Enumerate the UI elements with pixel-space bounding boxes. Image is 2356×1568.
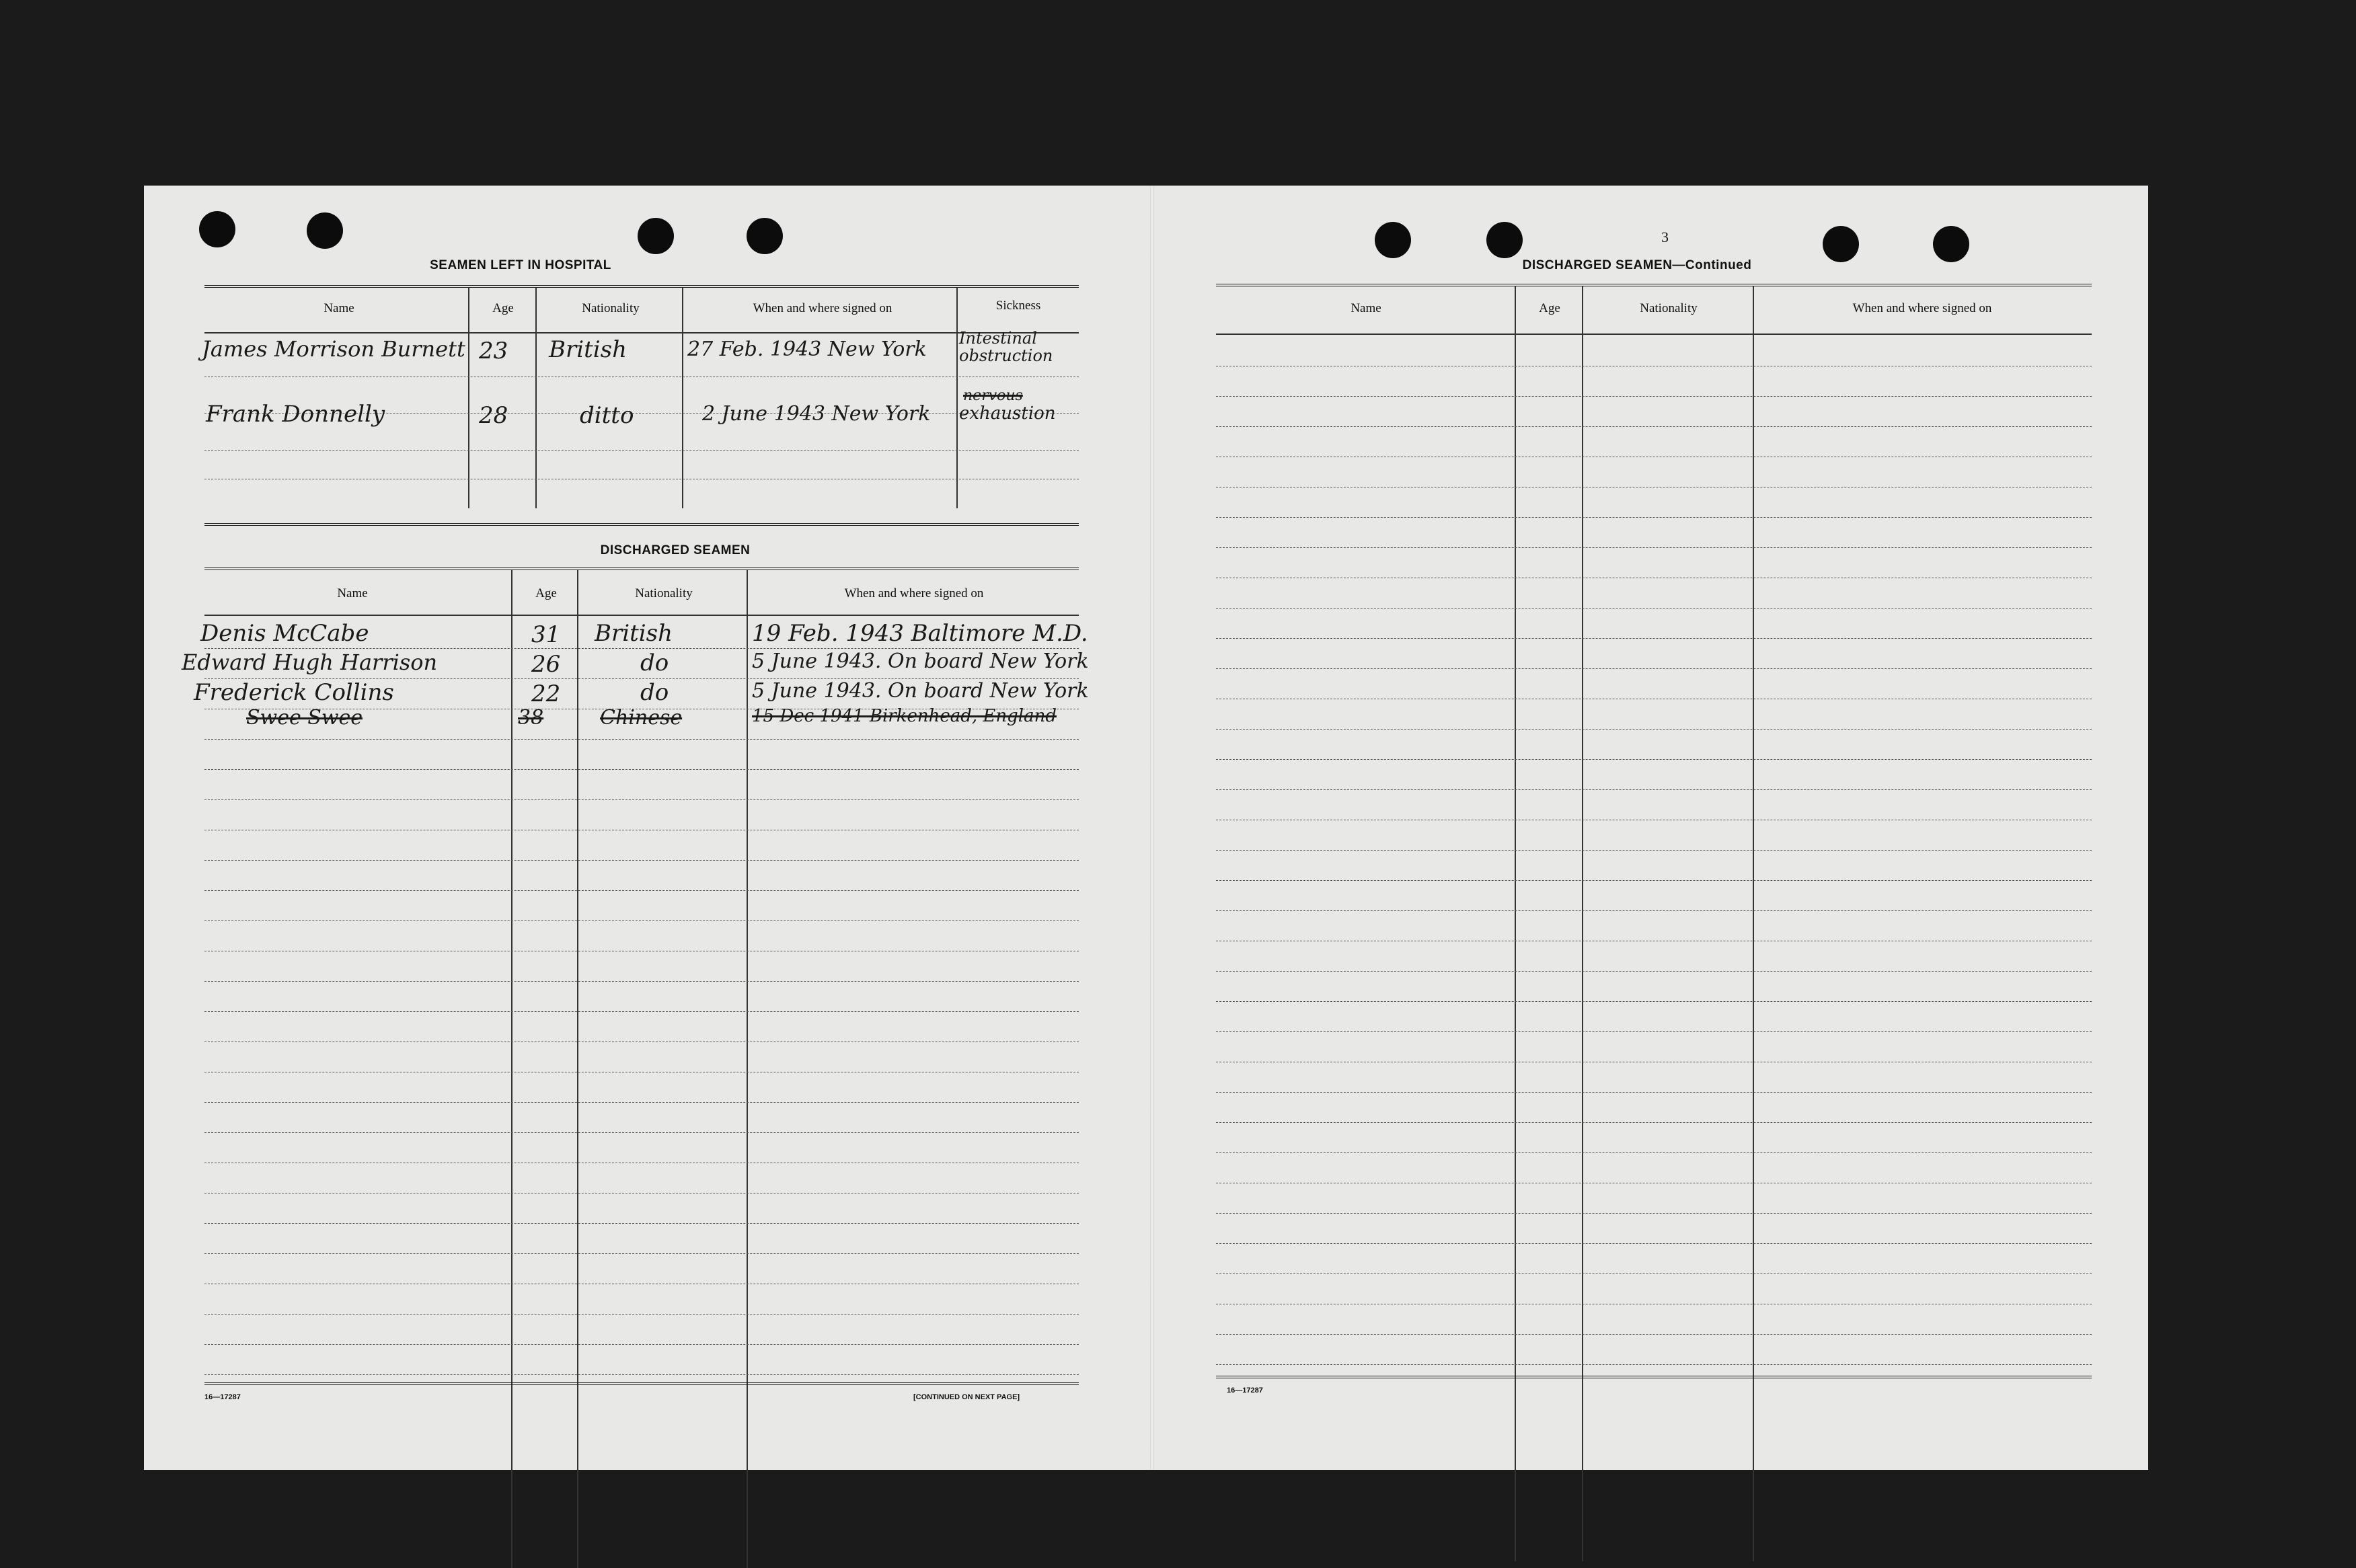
ruled-line — [204, 739, 1079, 740]
punch-hole — [1823, 226, 1859, 262]
punch-hole — [747, 218, 783, 254]
discharged-top-rule — [204, 567, 1079, 573]
hospital-header-signed-on: When and where signed on — [753, 301, 892, 315]
discharged-header-name: Name — [337, 586, 368, 600]
discharged-row-4-signed-on: 15 Dec 1941 Birkenhead, England — [752, 706, 1057, 726]
punch-hole — [307, 212, 343, 249]
continued-top-rule — [1216, 284, 2092, 289]
discharged-header-signed-on: When and where signed on — [844, 586, 984, 600]
discharged-header-rule — [204, 615, 1079, 616]
ruled-line — [204, 1314, 1079, 1315]
continued-header-nationality: Nationality — [1640, 301, 1698, 315]
ruled-line — [1216, 729, 2092, 730]
discharged-row-1-name: Denis McCabe — [200, 620, 369, 647]
ruled-line — [204, 1374, 1079, 1375]
ruled-line — [1216, 547, 2092, 548]
hospital-col-line — [956, 288, 958, 508]
continued-col-line — [1515, 286, 1516, 1561]
discharged-col-line — [577, 570, 578, 1568]
ruled-line — [1216, 1364, 2092, 1365]
ruled-line — [1216, 668, 2092, 669]
ruled-line — [1216, 517, 2092, 518]
ruled-line — [204, 1253, 1079, 1254]
discharged-bottom-rule — [204, 1382, 1079, 1388]
hospital-col-line — [535, 288, 537, 508]
discharged-row-2-signed-on: 5 June 1943. On board New York — [752, 650, 1089, 673]
hospital-row-2-sickness-struck: nervous — [963, 387, 1023, 404]
discharged-row-2-age: 26 — [531, 651, 561, 678]
discharged-row-2-nationality: do — [640, 650, 669, 676]
ruled-line — [1216, 1334, 2092, 1335]
hospital-section-title: SEAMEN LEFT IN HOSPITAL — [430, 258, 611, 272]
ruled-line — [1216, 850, 2092, 851]
hospital-bottom-rule — [204, 523, 1079, 528]
discharged-row-3-age: 22 — [531, 680, 561, 707]
discharged-row-3-name: Frederick Collins — [194, 679, 394, 706]
hospital-row-2-signed-on: 2 June 1943 New York — [702, 402, 931, 426]
hospital-col-line — [682, 288, 683, 508]
ruled-line — [1216, 1122, 2092, 1123]
ruled-line — [204, 860, 1079, 861]
ruled-line — [1216, 759, 2092, 760]
ruled-line — [204, 920, 1079, 921]
discharged-col-line — [747, 570, 748, 1568]
discharged-row-2-name: Edward Hugh Harrison — [182, 650, 438, 675]
hospital-row-1-sickness: Intestinal obstruction — [959, 329, 1053, 365]
hospital-row-1-nationality: British — [549, 336, 627, 363]
hospital-row-1-age: 23 — [479, 338, 508, 364]
ruled-line — [1216, 608, 2092, 609]
page-fold — [1150, 186, 1154, 1470]
continued-header-rule — [1216, 334, 2092, 335]
discharged-row-4-age: 38 — [518, 706, 544, 730]
ruled-line — [204, 1102, 1079, 1103]
punch-hole — [638, 218, 674, 254]
discharged-header-age: Age — [535, 586, 557, 600]
ruled-line — [1216, 638, 2092, 639]
punch-hole — [1375, 222, 1411, 258]
ruled-line — [1216, 1243, 2092, 1244]
ruled-line — [204, 799, 1079, 800]
discharged-row-1-nationality: British — [595, 620, 673, 647]
discharged-row-4-nationality: Chinese — [600, 706, 683, 730]
ruled-line — [1216, 396, 2092, 397]
continued-col-line — [1582, 286, 1583, 1561]
discharged-row-3-signed-on: 5 June 1943. On board New York — [752, 679, 1089, 703]
ruled-line — [204, 981, 1079, 982]
ruled-line — [1216, 789, 2092, 790]
hospital-top-rule — [204, 285, 1079, 290]
hospital-row-2-nationality: ditto — [580, 402, 634, 429]
hospital-col-line — [468, 288, 469, 508]
ruled-line — [1216, 1092, 2092, 1093]
discharged-section-title: DISCHARGED SEAMEN — [600, 543, 751, 557]
discharged-row-4-name: Swee Swee — [246, 706, 363, 730]
ruled-line — [1216, 1213, 2092, 1214]
page-number: 3 — [1661, 229, 1669, 245]
hospital-row-1-name: James Morrison Burnett — [202, 336, 465, 362]
punch-hole — [1933, 226, 1969, 262]
punch-hole — [199, 211, 235, 247]
ruled-line — [204, 890, 1079, 891]
ruled-line — [1216, 910, 2092, 911]
continued-note: [CONTINUED ON NEXT PAGE] — [913, 1393, 1020, 1401]
discharged-row-1-age: 31 — [531, 621, 561, 648]
continued-section-title: DISCHARGED SEAMEN—Continued — [1522, 258, 1752, 272]
hospital-header-rule — [204, 332, 1079, 334]
hospital-row-1-signed-on: 27 Feb. 1943 New York — [687, 338, 927, 361]
ruled-line — [1216, 1273, 2092, 1274]
discharged-col-line — [511, 570, 512, 1568]
continued-header-name: Name — [1351, 301, 1381, 315]
continued-header-signed-on: When and where signed on — [1852, 301, 1992, 315]
hospital-header-nationality: Nationality — [582, 301, 640, 315]
ruled-line — [204, 1132, 1079, 1133]
discharged-header-nationality: Nationality — [635, 586, 693, 600]
continued-col-line — [1753, 286, 1754, 1561]
ruled-line — [1216, 880, 2092, 881]
ruled-line — [204, 1223, 1079, 1224]
ruled-line — [1216, 426, 2092, 427]
hospital-row-2-name: Frank Donnelly — [206, 401, 385, 428]
hospital-header-name: Name — [324, 301, 354, 315]
hospital-header-sickness: Sickness — [995, 299, 1041, 313]
right-form-code: 16—17287 — [1227, 1386, 1263, 1395]
punch-hole — [1486, 222, 1523, 258]
ruled-line — [204, 1011, 1079, 1012]
discharged-row-3-nationality: do — [640, 679, 669, 706]
continued-header-age: Age — [1539, 301, 1560, 315]
hospital-row-2-sickness: exhaustion — [959, 403, 1056, 424]
ruled-line — [204, 648, 1079, 649]
ruled-line — [1216, 1001, 2092, 1002]
continued-bottom-rule — [1216, 1376, 2092, 1381]
hospital-row-line — [204, 450, 1079, 451]
document-sheet — [144, 186, 2148, 1470]
ruled-line — [204, 1344, 1079, 1345]
ruled-line — [1216, 1031, 2092, 1032]
hospital-row-2-age: 28 — [479, 402, 508, 429]
left-form-code: 16—17287 — [204, 1393, 241, 1401]
ruled-line — [1216, 971, 2092, 972]
hospital-header-age: Age — [492, 301, 514, 315]
ruled-line — [1216, 1152, 2092, 1153]
ruled-line — [204, 769, 1079, 770]
discharged-row-1-signed-on: 19 Feb. 1943 Baltimore M.D. — [752, 620, 1088, 647]
